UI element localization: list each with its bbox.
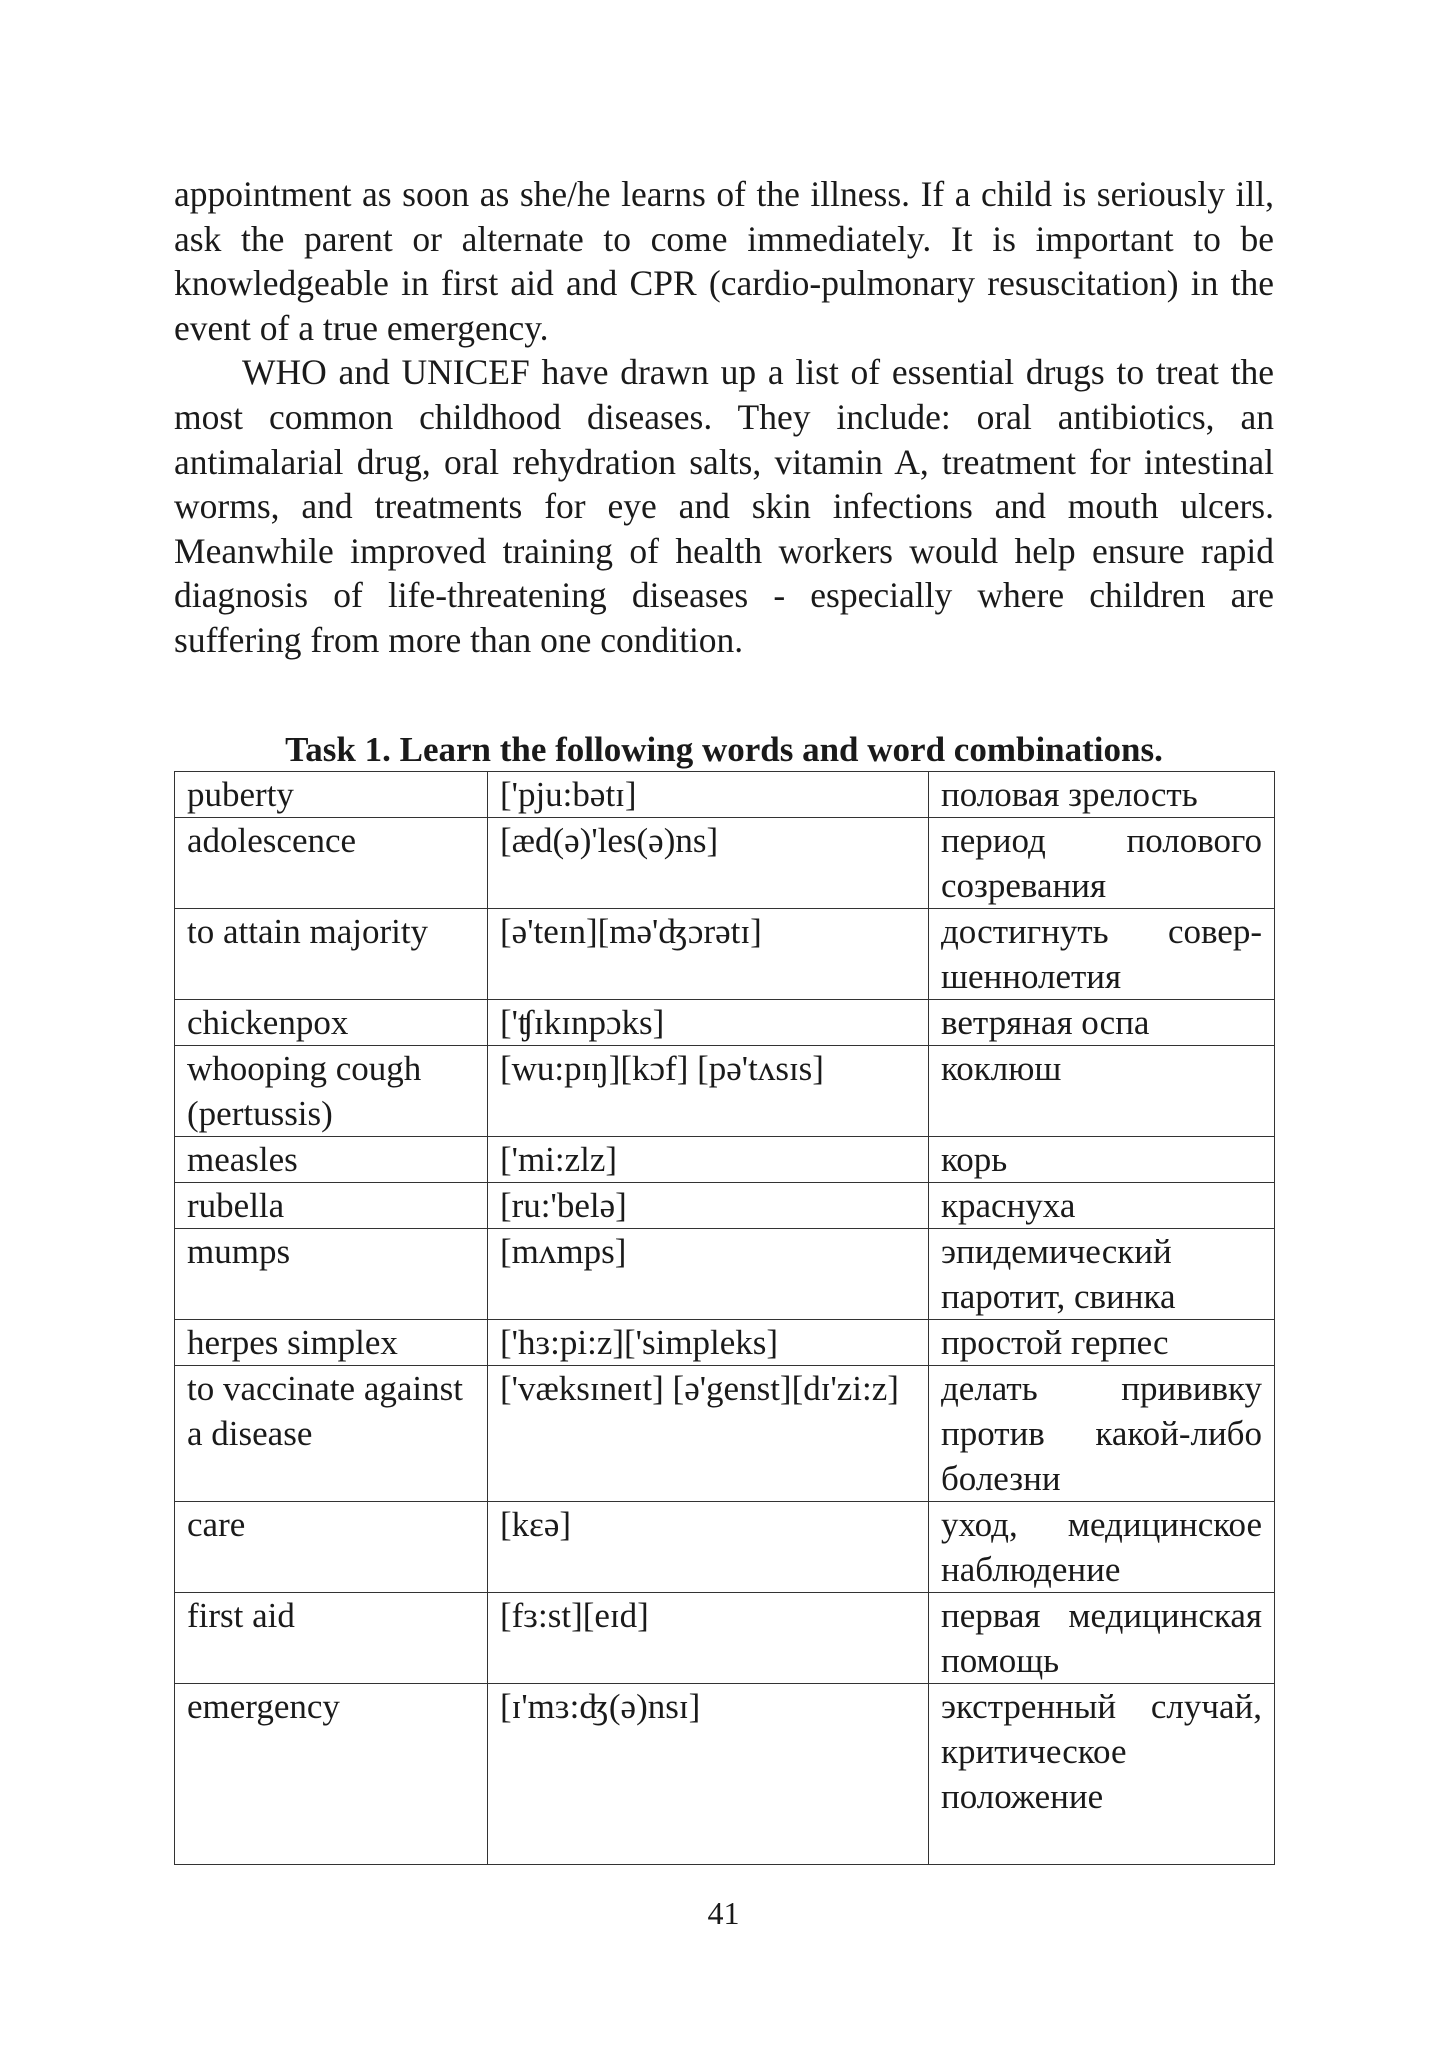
- term-cell: puberty: [175, 771, 488, 817]
- term-cell: mumps: [175, 1228, 488, 1319]
- transcription-cell: ['pju:bətɪ]: [488, 771, 929, 817]
- table-row: [175, 1683, 1275, 1864]
- transcription-cell: [mʌmps]: [488, 1228, 929, 1319]
- translation-cell: половая зрелость: [929, 771, 1275, 817]
- term-cell: rubella: [175, 1182, 488, 1228]
- term-cell: chickenpox: [175, 999, 488, 1045]
- table-row: [175, 1136, 1275, 1182]
- table-row: [175, 1319, 1275, 1365]
- term-cell: herpes simplex: [175, 1319, 488, 1365]
- paragraph-1: appointment as soon as she/he learns of the illness. If a child is seriously ill, ask the parent or alternate to come immediately. It is important to be knowledgeable in first aid and CPR (cardio-pulmonary resuscitation) in the event of a true emergency.: [174, 174, 1274, 348]
- table-row: [175, 999, 1275, 1045]
- term-cell: to vaccinate against a disease: [175, 1365, 488, 1501]
- transcription-cell: [wu:pɪŋ][kɔf] [pə'tʌsɪs]: [488, 1045, 929, 1136]
- transcription-cell: ['mi:zlz]: [488, 1136, 929, 1182]
- term-cell: measles: [175, 1136, 488, 1182]
- table-row: [175, 771, 1275, 817]
- term-cell: care: [175, 1501, 488, 1592]
- translation-cell: простой герпес: [929, 1319, 1275, 1365]
- table-row: [175, 1182, 1275, 1228]
- vocabulary-table: [174, 771, 1275, 1865]
- transcription-cell: ['væksɪneɪt] [ə'genst][dɪ'zi:z]: [488, 1365, 929, 1501]
- table-row: [175, 1045, 1275, 1136]
- table-row: [175, 1592, 1275, 1683]
- translation-cell: корь: [929, 1136, 1275, 1182]
- term-cell: adolescence: [175, 817, 488, 908]
- translation-cell: период полового созревания: [929, 817, 1275, 908]
- transcription-cell: [ru:'belə]: [488, 1182, 929, 1228]
- table-row: [175, 1365, 1275, 1501]
- transcription-cell: ['hɜ:pi:z]['simpleks]: [488, 1319, 929, 1365]
- transcription-cell: [fɜ:st][eɪd]: [488, 1592, 929, 1683]
- transcription-cell: [æd(ə)'les(ə)ns]: [488, 817, 929, 908]
- table-row: [175, 1228, 1275, 1319]
- table-row: [175, 908, 1275, 999]
- term-cell: whooping cough (pertussis): [175, 1045, 488, 1136]
- term-cell: first aid: [175, 1592, 488, 1683]
- term-cell: emergency: [175, 1683, 488, 1864]
- transcription-cell: ['ʧɪkɪnpɔks]: [488, 999, 929, 1045]
- translation-cell: эпидемический паротит, свинка: [929, 1228, 1275, 1319]
- translation-cell: делать прививку против какой-либо болезни: [929, 1365, 1275, 1501]
- translation-cell: коклюш: [929, 1045, 1275, 1136]
- translation-cell: ветряная оспа: [929, 999, 1275, 1045]
- transcription-cell: [kɛə]: [488, 1501, 929, 1592]
- vocabulary-table-body: [175, 771, 1275, 1864]
- table-row: [175, 817, 1275, 908]
- transcription-cell: [ɪ'mɜ:ʤ(ə)nsɪ]: [488, 1683, 929, 1864]
- translation-cell: первая медицинская помощь: [929, 1592, 1275, 1683]
- page-number: 41: [707, 1895, 740, 1931]
- translation-cell: краснуха: [929, 1182, 1275, 1228]
- page-body: [174, 172, 1274, 1865]
- transcription-cell: [ə'teɪn][mə'ʤɔrətɪ]: [488, 908, 929, 999]
- translation-cell: уход, медицинское наблюдение: [929, 1501, 1275, 1592]
- translation-cell: достигнуть совершеннолетия: [929, 908, 1275, 999]
- translation-cell: экстренный случай, критическое положение: [929, 1683, 1275, 1864]
- term-cell: to attain majority: [175, 908, 488, 999]
- paragraph-2: WHO and UNICEF have drawn up a list of essential drugs to treat the most common childhood diseases. They include: oral antibiotics, an antimalarial drug, oral rehydration salts, vitamin A, treatment for intestinal worms, and treatments for eye and skin infections and mouth ulcers. Meanwhile improved training of health workers would help ensure rapid diagnosis of life-threatening diseases - especially where children are suffering from more than one condition.: [174, 352, 1274, 660]
- table-row: [175, 1501, 1275, 1592]
- task-heading: Task 1. Learn the following words and word combinations.: [285, 729, 1163, 769]
